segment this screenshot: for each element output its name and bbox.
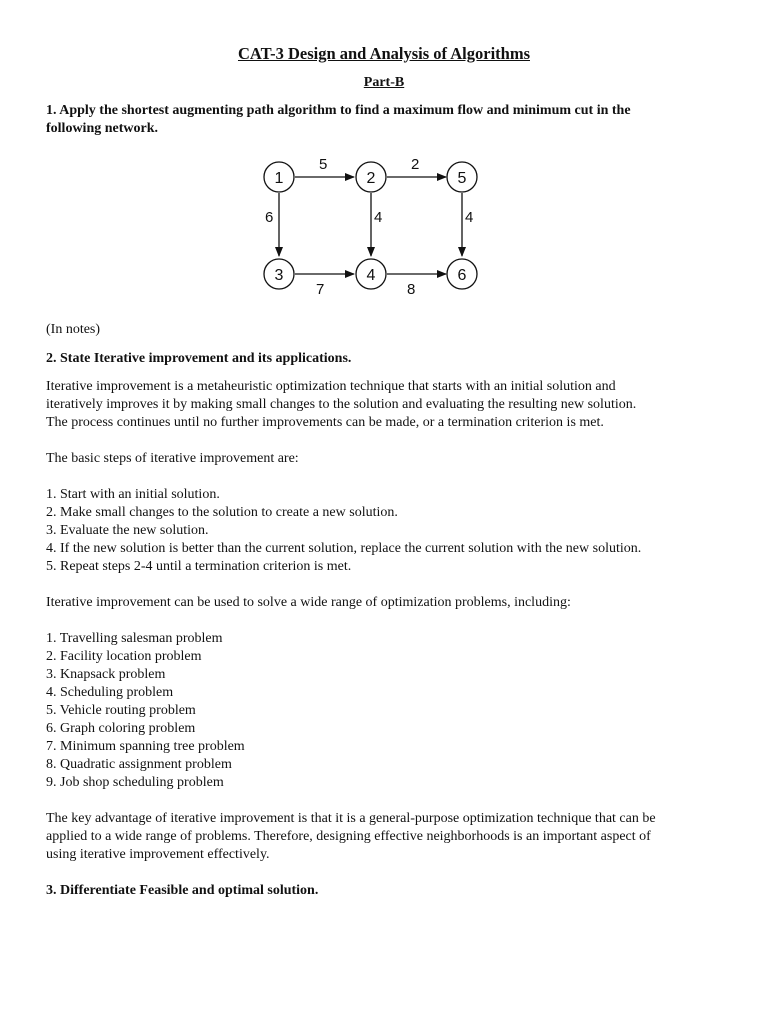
node-4-label: 4 <box>366 267 376 284</box>
capacity-2-5: 2 <box>411 156 420 173</box>
application-item: 2. Facility location problem <box>46 649 202 664</box>
application-item: 5. Vehicle routing problem <box>46 703 196 718</box>
application-item: 7. Minimum spanning tree problem <box>46 739 245 754</box>
capacity-1-3: 6 <box>265 209 274 226</box>
node-2 <box>356 162 386 192</box>
page-title: CAT-3 Design and Analysis of Algorithms <box>237 44 530 63</box>
node-6-label: 6 <box>457 267 467 284</box>
application-item: 8. Quadratic assignment problem <box>46 757 232 772</box>
node-1 <box>264 162 294 192</box>
application-item: 3. Knapsack problem <box>46 667 166 682</box>
answer-2 <box>46 378 731 900</box>
paragraph-line: iteratively improves it by making small changes to the solution and evaluating the resulting new solution. <box>46 397 637 412</box>
paragraph-line: using iterative improvement effectively. <box>46 847 270 862</box>
question-2: 2. State Iterative improvement and its applications. <box>46 351 352 366</box>
application-item: 1. Travelling salesman problem <box>46 631 223 646</box>
node-5-label: 5 <box>457 170 467 187</box>
node-6 <box>447 259 477 289</box>
step-item: 3. Evaluate the new solution. <box>46 523 209 538</box>
node-3 <box>264 259 294 289</box>
step-item: 1. Start with an initial solution. <box>46 487 220 502</box>
step-item: 5. Repeat steps 2-4 until a termination criterion is met. <box>46 559 352 574</box>
paragraph-line: The process continues until no further improvements can be made, or a termination criterion is met. <box>46 415 604 430</box>
paragraph-line: The key advantage of iterative improvement is that it is a general-purpose optimization technique that can be <box>46 811 656 826</box>
capacity-5-6: 4 <box>465 209 474 226</box>
capacity-1-2: 5 <box>319 156 328 173</box>
capacity-3-4: 7 <box>316 281 325 298</box>
paragraph-line: Iterative improvement is a metaheuristic optimization technique that starts with an initial solution and <box>46 379 616 394</box>
paragraph-line: applied to a wide range of problems. Therefore, designing effective neighborhoods is an important aspect of <box>46 829 651 844</box>
application-item: 4. Scheduling problem <box>46 685 174 700</box>
application-item: 6. Graph coloring problem <box>46 721 196 736</box>
node-5 <box>447 162 477 192</box>
question-3: 3. Differentiate Feasible and optimal solution. <box>46 883 319 898</box>
part-label: Part-B <box>363 75 405 90</box>
capacity-2-4: 4 <box>374 209 383 226</box>
question-1 <box>46 102 731 138</box>
node-2-label: 2 <box>366 170 376 187</box>
step-item: 2. Make small changes to the solution to create a new solution. <box>46 505 398 520</box>
applications-heading: Iterative improvement can be used to solve a wide range of optimization problems, including: <box>46 595 571 610</box>
flow-network-diagram <box>250 148 490 298</box>
application-item: 9. Job shop scheduling problem <box>46 775 224 790</box>
step-item: 4. If the new solution is better than the current solution, replace the current solution with the new solution. <box>46 541 642 556</box>
steps-heading: The basic steps of iterative improvement are: <box>46 451 299 466</box>
question-1-line: 1. Apply the shortest augmenting path algorithm to find a maximum flow and minimum cut in the <box>46 103 631 118</box>
capacity-4-6: 8 <box>407 281 416 298</box>
node-1-label: 1 <box>274 170 284 187</box>
answer-1: (In notes) <box>46 322 101 337</box>
question-1-line: following network. <box>46 121 158 136</box>
node-4 <box>356 259 386 289</box>
node-3-label: 3 <box>274 267 284 284</box>
